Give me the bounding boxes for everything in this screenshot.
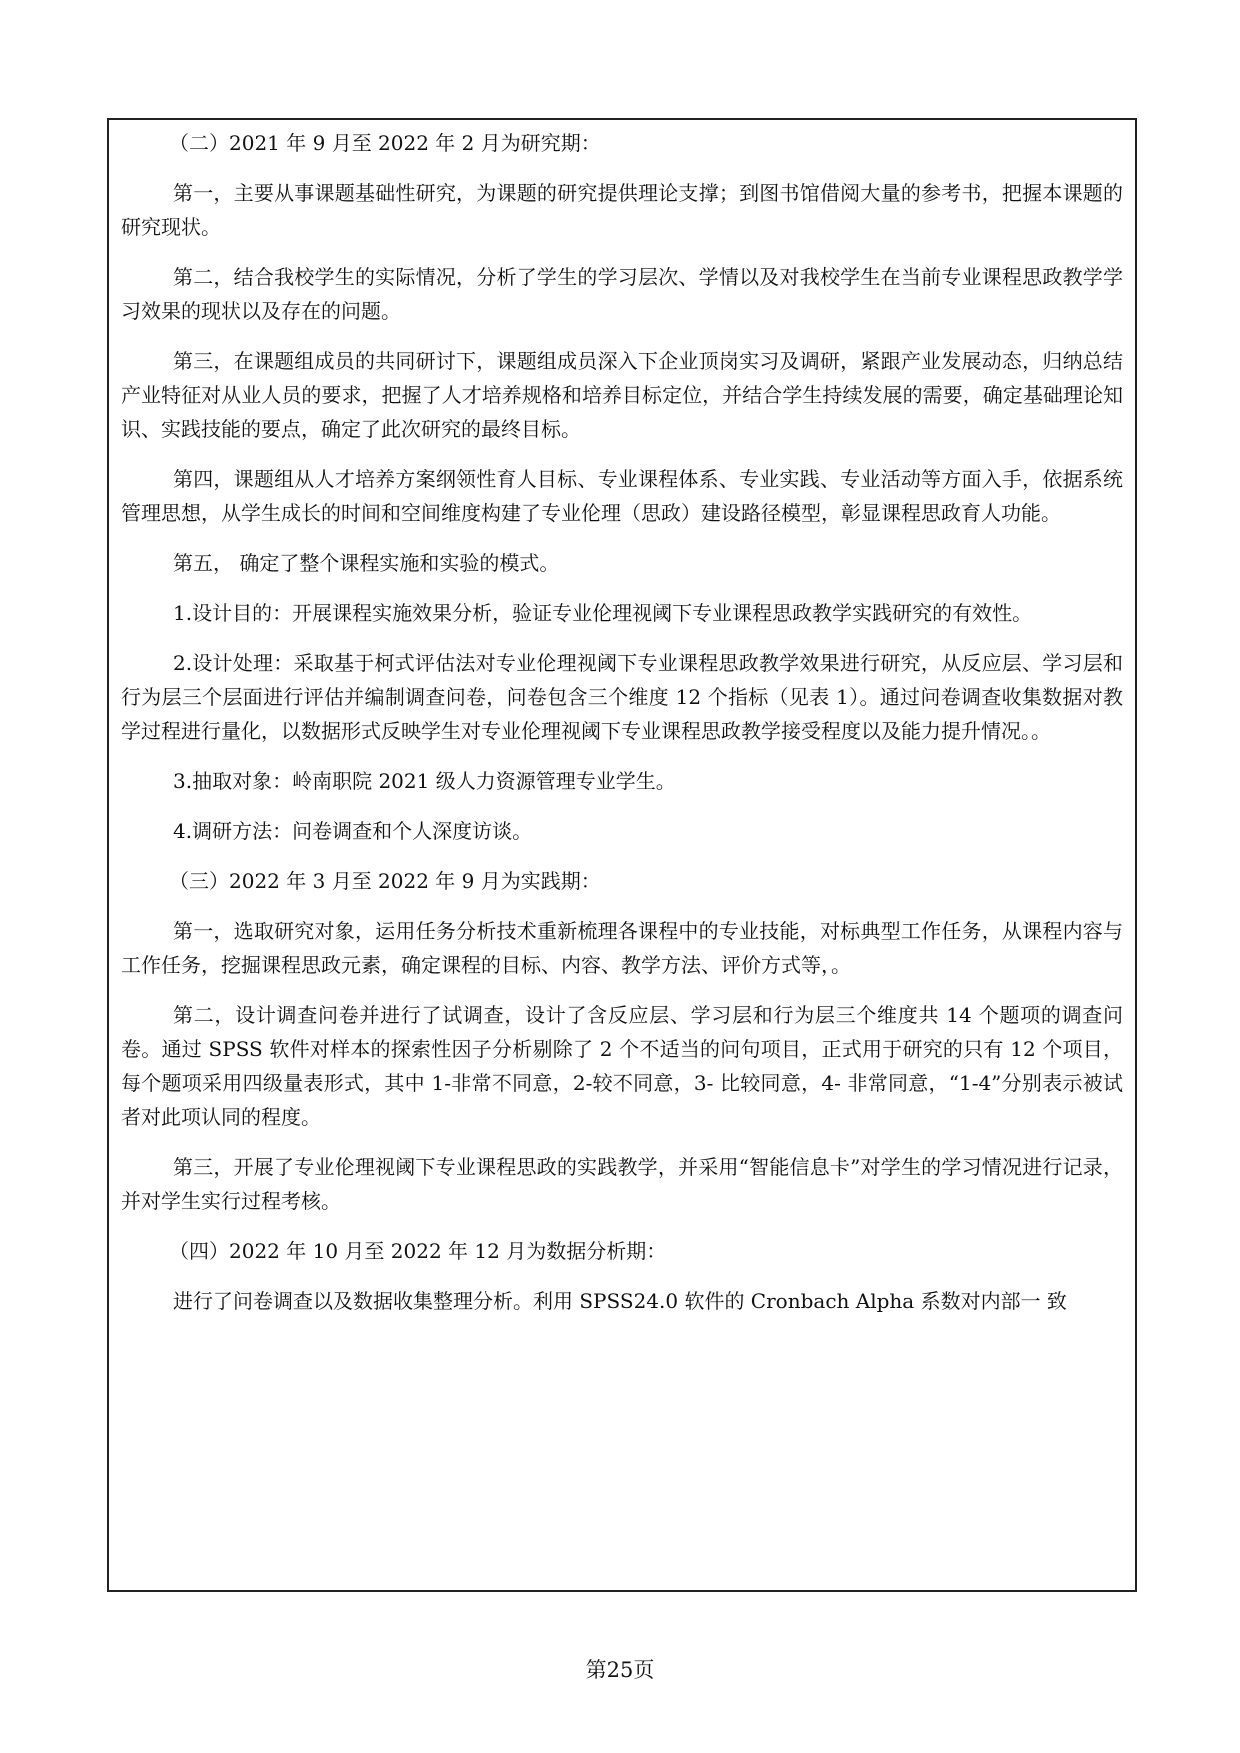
paragraph-research-third: 第三，在课题组成员的共同研讨下，课题组成员深入下企业顶岗实习及调研，紧跟产业发展动态，归纳总结产业特征对从业人员的要求，把握了人才培养规格和培养目标定位，并结合学生持续发展的需要，确定基础理论知识、实践技能的要点，确定了此次研究的最终目标。 [121,349,1123,441]
paragraph-practice-second: 第二，设计调查问卷并进行了试调查，设计了含反应层、学习层和行为层三个维度共 14 个题项的调查问卷。通过 SPSS 软件对样本的探索性因子分析剔除了 2 个不适当的问句项目，正式用于研究的只有 12 个项目，每个题项采用四级量表形式，其中 1-非常不同意，2-较不同意，3- 比较同意，4- 非常同意，“1-4”分别表示被试者对此项认同的程度。 [121,1003,1123,1129]
section-heading-research-period: （二）2021 年 9 月至 2022 年 2 月为研究期： [169,131,601,155]
section-heading-analysis-period: （四）2022 年 10 月至 2022 年 12 月为数据分析期： [169,1239,667,1263]
list-item-design-treatment: 2.设计处理：采取基于柯式评估法对专业伦理视阈下专业课程思政教学效果进行研究，从反应层、学习层和行为层三个层面进行评估并编制调查问卷，问卷包含三个维度 12 个指标（见表 1）。通过问卷调查收集数据对教学过程进行量化，以数据形式反映学生对专业伦理视阈下专业课程思政教学接受程度以及能力提升情况。。 [121,651,1123,743]
paragraph-research-fourth: 第四，课题组从人才培养方案纲领性育人目标、专业课程体系、专业实践、专业活动等方面入手，依据系统管理思想，从学生成长的时间和空间维度构建了专业伦理（思政）建设路径模型，彰显课程思政育人功能。 [121,467,1123,525]
document-table-frame [107,118,1137,1592]
page-number: 第25页 [585,1658,655,1682]
paragraph-practice-first: 第一，选取研究对象，运用任务分析技术重新梳理各课程中的专业技能，对标典型工作任务，从课程内容与工作任务，挖掘课程思政元素，确定课程的目标、内容、教学方法、评价方式等，。 [121,919,1123,977]
list-item-sample-selection: 3.抽取对象：岭南职院 2021 级人力资源管理专业学生。 [173,769,676,793]
document-body [109,120,1135,1590]
paragraph-research-first: 第一，主要从事课题基础性研究，为课题的研究提供理论支撑；到图书馆借阅大量的参考书，把握本课题的研究现状。 [121,181,1123,239]
paragraph-analysis-first: 进行了问卷调查以及数据收集整理分析。利用 SPSS24.0 软件的 Cronbach Alpha 系数对内部一 致 [173,1289,1067,1313]
paragraph-research-second: 第二，结合我校学生的实际情况，分析了学生的学习层次、学情以及对我校学生在当前专业课程思政教学学习效果的现状以及存在的问题。 [121,265,1123,323]
list-item-survey-method: 4.调研方法：问卷调查和个人深度访谈。 [173,819,533,843]
section-heading-practice-period: （三）2022 年 3 月至 2022 年 9 月为实践期： [169,869,601,893]
paragraph-practice-third: 第三，开展了专业伦理视阈下专业课程思政的实践教学，并采用“智能信息卡”对学生的学习情况进行记录，并对学生实行过程考核。 [121,1155,1123,1213]
paragraph-research-fifth: 第五， 确定了整个课程实施和实验的模式。 [173,551,560,575]
list-item-design-purpose: 1.设计目的：开展课程实施效果分析，验证专业伦理视阈下专业课程思政教学实践研究的有效性。 [173,601,1033,625]
